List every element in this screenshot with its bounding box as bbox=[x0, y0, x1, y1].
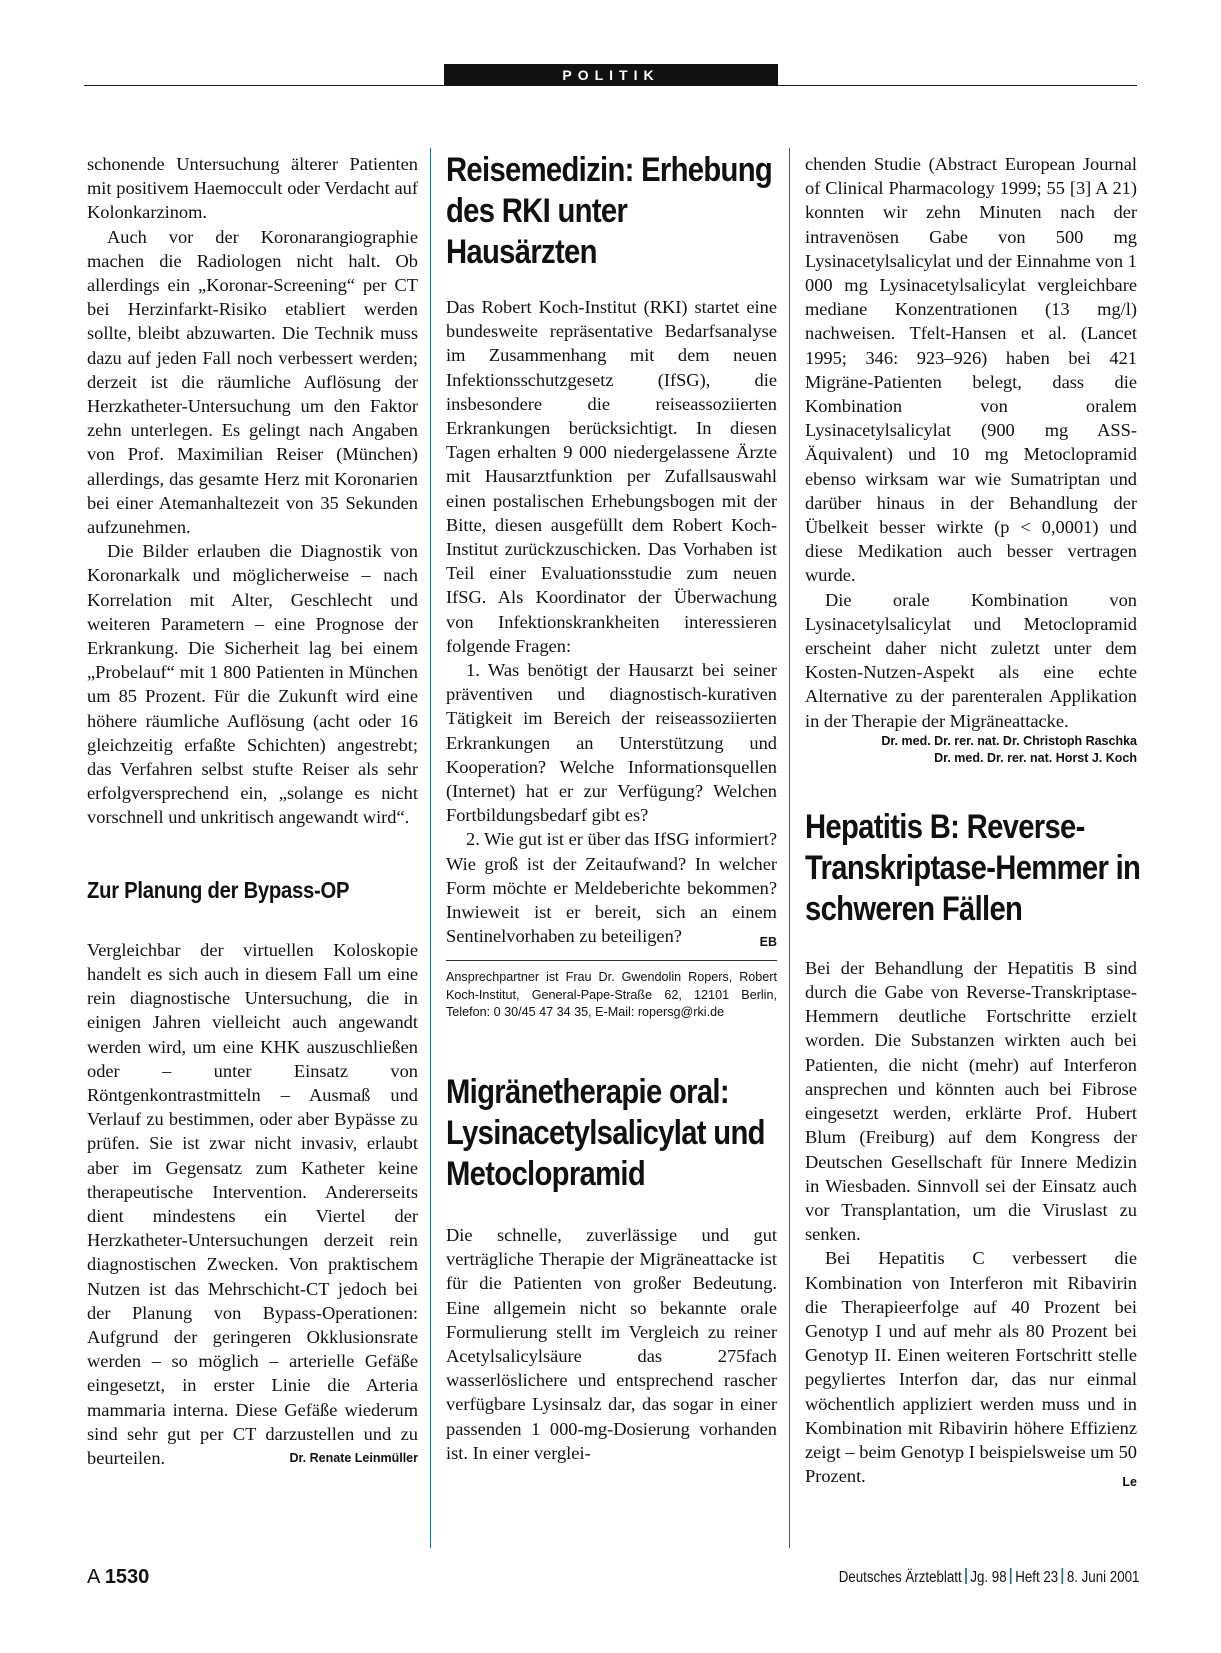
journal-date: 8. Juni 2001 bbox=[1066, 1569, 1140, 1586]
paragraph: Das Robert Koch-Institut (RKI) startet eine bundesweite repräsentative Bedarfsanalyse im Zusammenhang mit dem neuen Infektionsschutzgesetz (IfSG), die insbesondere die reiseassoziierten Erkrankungen berücksichtigt. In diesen Tagen erhalten 9 000 niedergelassene Ärzte mit Hausarztfunktion per Zufallsauswahl einen postalischen Erhebungsbogen mit der Bitte, diesen ausgefüllt dem Robert Koch-Institut zurückzuschicken. Das Vorhaben ist Teil einer Evaluationsstudie zum neuen IfSG. Als Koordinator der Überwachung von Infektionskrankheiten interessieren folgende Fragen: bbox=[446, 297, 777, 656]
author-signature: Dr. med. Dr. rer. nat. Dr. Christoph Raschka bbox=[881, 733, 1137, 748]
page-prefix: A bbox=[87, 1566, 100, 1588]
author-tag: Le bbox=[1122, 1475, 1137, 1490]
page-number bbox=[87, 1566, 149, 1589]
journal-volume: Jg. 98 bbox=[970, 1569, 1007, 1586]
column-middle bbox=[446, 150, 777, 1465]
footer-separator bbox=[1010, 1568, 1012, 1584]
footer-separator bbox=[965, 1568, 967, 1584]
paragraph: Die schnelle, zuverlässige und gut verträgliche Therapie der Migräneattacke ist für die Patienten von großer Bedeutung. Eine allgemein nicht so bekannte orale Formulierung stellt im Vergleich zu reiner Acetylsalicylsäure das 275fach wasserlöslichere und entsprechend rascher verfügbare Lysinsalz dar, das sogar in einer passenden 1 000-mg-Dosierung vorhanden ist. In einer verglei- bbox=[446, 1224, 777, 1463]
subheading: Zur Planung der Bypass-OP bbox=[87, 876, 350, 903]
journal-footer bbox=[839, 1568, 1138, 1587]
paragraph: Die orale Kombination von Lysinacetylsalicylat und Metoclopramid erscheint daher nicht zuletzt unter dem Kosten-Nutzen-Aspekt als eine echte Alternative zu der parenteralen Applikation in der Therapie der Migräneattacke. bbox=[805, 589, 1137, 731]
list-item: 1. Was benötigt der Hausarzt bei seiner präventiven und diagnostisch-kurativen Tätigkeit im Bereich der reiseassoziierten Erkrankungen an Unterstützung und Kooperation? Welche Informationsquellen (Internet) hat er zur Verfügung? Welchen Fortbildungsbedarf gibt es? bbox=[446, 660, 777, 826]
list-item: 2. Wie gut ist er über das IfSG informiert? Wie groß ist der Zeitaufwand? In welcher Form möchte er Meldeberichte bekommen? Inwieweit ist er bereit, sich an einem Sentinelvorhaben zu beteiligen? bbox=[446, 829, 777, 947]
section-label: POLITIK bbox=[444, 64, 778, 86]
journal-issue: Heft 23 bbox=[1015, 1569, 1059, 1586]
journal-name: Deutsches Ärzteblatt bbox=[838, 1569, 962, 1586]
paragraph: Die Bilder erlauben die Diagnostik von Koronarkalk und möglicherweise – nach Korrelation mit Alter, Geschlecht und weiteren Parametern – eine Prognose der Erkrankung. Die Sicherheit lag bei einem „Probelauf“ mit 1 800 Patienten in München um 85 Prozent. Für die Zukunft wird eine höhere räumliche Auflösung (acht oder 16 gleichzeitig erfaßte Schichten) angestrebt; das Verfahren selbst stufte Reiser als sehr erfolgversprechend ein, „solange es nicht vorschnell und unkritisch angewandt wird“. bbox=[87, 541, 418, 828]
page-number-value: 1530 bbox=[104, 1566, 150, 1588]
article-headline: Migränetherapie oral: Lysinacetylsalicylat und Metoclopramid bbox=[446, 1072, 765, 1193]
article-headline: Reisemedizin: Erhebung des RKI unter Hausärzten bbox=[446, 151, 773, 271]
footer-separator bbox=[1062, 1568, 1064, 1584]
column-divider bbox=[789, 148, 790, 1548]
paragraph: Bei Hepatitis C verbessert die Kombination von Interferon mit Ribavirin die Therapieerfolge auf 40 Prozent bei Genotyp I und auf mehr als 80 Prozent bei Genotyp II. Einen weiteren Fortschritt stelle pegyliertes Interfon dar, das nur einmal wöchentlich appliziert werden muss und in Kombination mit Ribavirin höhere Effizienz zeigt – beim Genotyp I beispielsweise um 50 Prozent. bbox=[805, 1248, 1137, 1487]
column-left bbox=[87, 152, 418, 1467]
article-headline: Hepatitis B: Reverse-Transkriptase-Hemmer in schweren Fällen bbox=[805, 807, 1141, 928]
paragraph: chenden Studie (Abstract European Journal of Clinical Pharmacology 1999; 55 [3] A 21) konnten wir zehn Minuten nach der intravenösen Gabe von 500 mg Lysinacetylsalicylat und der Einnahme von 1 000 mg Lysinacetylsalicylat vergleichbare mediane Konzentrationen (13 mg/l) nachweisen. Tfelt-Hansen et al. (Lancet 1995; 346: 923–926) haben bei 421 Migräne-Patienten belegt, dass die Kombination von oralem Lysinacetylsalicylat (900 mg ASS-Äquivalent) und 10 mg Metoclopramid ebenso wirksam war wie Sumatriptan und darüber hinaus in der Behandlung der Übelkeit besser wirkte (p < 0,0001) und diese Medikation auch besser vertragen wurde. bbox=[805, 154, 1137, 586]
author-tag: EB bbox=[759, 935, 777, 950]
paragraph: schonende Untersuchung älterer Patienten mit positivem Haemoccult oder Verdacht auf Kolonkarzinom. bbox=[87, 154, 418, 223]
column-right bbox=[805, 152, 1141, 1490]
paragraph: Auch vor der Koronarangiographie machen die Radiologen nicht halt. Ob allerdings ein „Koronar-Screening“ per CT bei Herzinfarkt-Risiko etabliert werden sollte, bleibt abzuwarten. Die Technik muss dazu auf jeden Fall noch verbessert werden; derzeit ist die räumliche Auflösung der Herzkatheter-Untersuchung um den Faktor zehn unterlegen. Es gelingt nach Angaben von Prof. Maximilian Reiser (München) allerdings, das gesamte Herz mit Koronarien bei einer Atemanhaltezeit von 35 Sekunden aufzunehmen. bbox=[87, 226, 418, 538]
column-divider bbox=[430, 148, 431, 1548]
paragraph: Vergleichbar der virtuellen Koloskopie handelt es sich auch in diesem Fall um eine rein diagnostische Untersuchung, die in einigen Jahren vielleicht auch angewandt werden wird, um eine KHK auszuschließen oder – unter Einsatz von Röntgenkontrastmitteln – Ausmaß und Verlauf zu bestimmen, oder aber Bypässe zu prüfen. Sie ist zwar nicht invasiv, erlaubt aber im Gegensatz zum Katheter keine therapeutische Intervention. Andererseits dient mindestens ein Viertel der Herzkatheter-Untersuchungen derzeit rein diagnostischen Zwecken. Von praktischem Nutzen ist das Mehrschicht-CT jedoch bei der Planung von Bypass-Operationen: Aufgrund der geringeren Okklusionsrate werden – so möglich – arterielle Gefäße eingesetzt, in erster Linie die Arteria mammaria interna. Diese Gefäße wiederum sind sehr gut per CT darzustellen und zu beurteilen. bbox=[87, 939, 418, 1468]
contact-info: Ansprechpartner ist Frau Dr. Gwendolin Ropers, Robert Koch-Institut, General-Pape-Straße 62, 12101 Berlin, Telefon: 0 30/45 47 34 35, E-Mail: ropersg@rki.de bbox=[446, 960, 777, 1022]
paragraph: Bei der Behandlung der Hepatitis B sind durch die Gabe von Reverse-Transkriptase-Hemmern deutliche Fortschritte erzielt worden. Die Substanzen wirkten auch bei Patienten, die nicht (mehr) auf Interferon ansprechen und könnten auch bei Fibrose eingesetzt werden, erklärte Prof. Hubert Blum (Freiburg) auf dem Kongress der Deutschen Gesellschaft für Innere Medizin in Wiesbaden. Sinnvoll sei der Einsatz auch vor Transplantation, um die Viruslast zu senken. bbox=[805, 957, 1137, 1245]
author-signature: Dr. med. Dr. rer. nat. Horst J. Koch bbox=[934, 750, 1137, 765]
author-signature: Dr. Renate Leinmüller bbox=[289, 1451, 418, 1466]
